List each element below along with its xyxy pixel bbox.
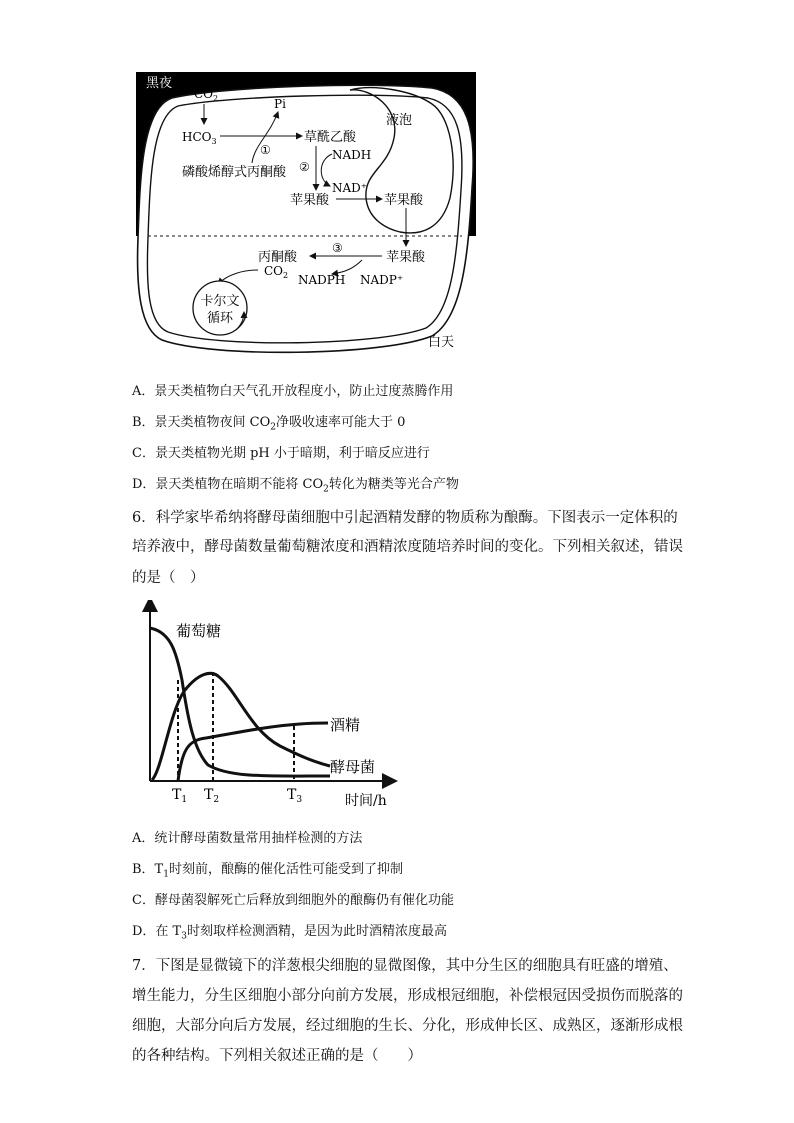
pep-label: 磷酸烯醇式丙酮酸 xyxy=(182,165,287,180)
glucose-label: 葡萄糖 xyxy=(176,622,222,640)
malate-label-3: 苹果酸 xyxy=(386,250,426,265)
night-label: 黑夜 xyxy=(146,76,173,91)
yeast-fermentation-chart xyxy=(140,600,410,810)
q6-line-2: 培养液中，酵母菌数量葡萄糖浓度和酒精浓度随培养时间的变化。下列相关叙述，错误 xyxy=(132,539,683,555)
q6-option-b: B．$T_1$时刻前，酿酶的催化活性可能受到了抑制 xyxy=(132,862,403,880)
yeast-label: 酵母菌 xyxy=(330,758,376,776)
nadp-plus-label: NADP⁺ xyxy=(360,273,404,287)
q5-option-d: D．景天类植物在暗期不能将 $CO_2$转化为糖类等光合产物 xyxy=(132,477,459,495)
alcohol-label: 酒精 xyxy=(330,716,361,734)
t1-tick: $T_1$ xyxy=(172,787,188,805)
q7-line-1: 7．下图是显微镜下的洋葱根尖细胞的显微图像，其中分生区的细胞具有旺盛的增殖、 xyxy=(132,958,678,974)
malate-label-1: 苹果酸 xyxy=(290,193,330,208)
nad-plus-label: NAD⁺ xyxy=(332,181,368,195)
svg-text:CO2: $CO_2$ xyxy=(264,264,289,280)
q6-option-a: A．统计酵母菌数量常用抽样检测的方法 xyxy=(132,831,363,846)
q6-line-3: 的是（ ） xyxy=(132,570,205,586)
q7-line-2: 增生能力，分生区细胞小部分向前方发展，形成根冠细胞，补偿根冠因受损伤而脱落的 xyxy=(132,988,683,1004)
q5-option-c: C．景天类植物光期 pH 小于暗期，利于暗反应进行 xyxy=(132,446,430,461)
calvin-cycle-label-1: 卡尔文 xyxy=(200,294,240,309)
pyruvate-label: 丙酮酸 xyxy=(258,250,298,265)
x-axis-label: 时间/h xyxy=(345,793,387,809)
vacuole-label: 液泡 xyxy=(386,113,413,128)
q6-option-c: C．酵母菌裂解死亡后释放到细胞外的酿酶仍有催化功能 xyxy=(132,893,454,908)
step-1: ① xyxy=(260,143,271,157)
q5-option-b: B．景天类植物夜间 $CO_2$净吸收速率可能大于 0 xyxy=(132,415,406,433)
q6-line-1: 6．科学家毕希纳将酵母菌细胞中引起酒精发酵的物质称为酿酶。下图表示一定体积的 xyxy=(132,510,678,526)
q5-option-a: A．景天类植物白天气孔开放程度小，防止过度蒸腾作用 xyxy=(132,384,454,399)
oxaloacetate-label: 草酰乙酸 xyxy=(304,130,357,145)
nadh-label: NADH xyxy=(332,148,372,162)
q7-line-3: 细胞，大部分向后方发展，经过细胞的生长、分化，形成伸长区、成熟区，逐渐形成根 xyxy=(132,1018,683,1034)
malate-label-2: 苹果酸 xyxy=(384,193,424,208)
calvin-cycle-label-2: 循环 xyxy=(206,311,234,326)
nadph-label: NADPH xyxy=(298,273,346,287)
svg-text:CO2: $CO_2$ xyxy=(194,87,219,103)
pi-label: Pi xyxy=(274,97,286,111)
cam-pathway-diagram xyxy=(132,68,478,360)
step-2: ② xyxy=(299,160,310,174)
q6-option-d: D．在 $T_3$时刻取样检测酒精，是因为此时酒精浓度最高 xyxy=(132,924,447,942)
t3-tick: $T_3$ xyxy=(287,787,303,805)
day-label: 白天 xyxy=(428,335,455,350)
t2-tick: $T_2$ xyxy=(204,787,220,805)
q7-line-4: 的各种结构。下列相关叙述正确的是（ ） xyxy=(132,1048,422,1064)
step-3: ③ xyxy=(332,241,343,255)
svg-text:HCO3: $HCO_3$ xyxy=(182,130,217,146)
